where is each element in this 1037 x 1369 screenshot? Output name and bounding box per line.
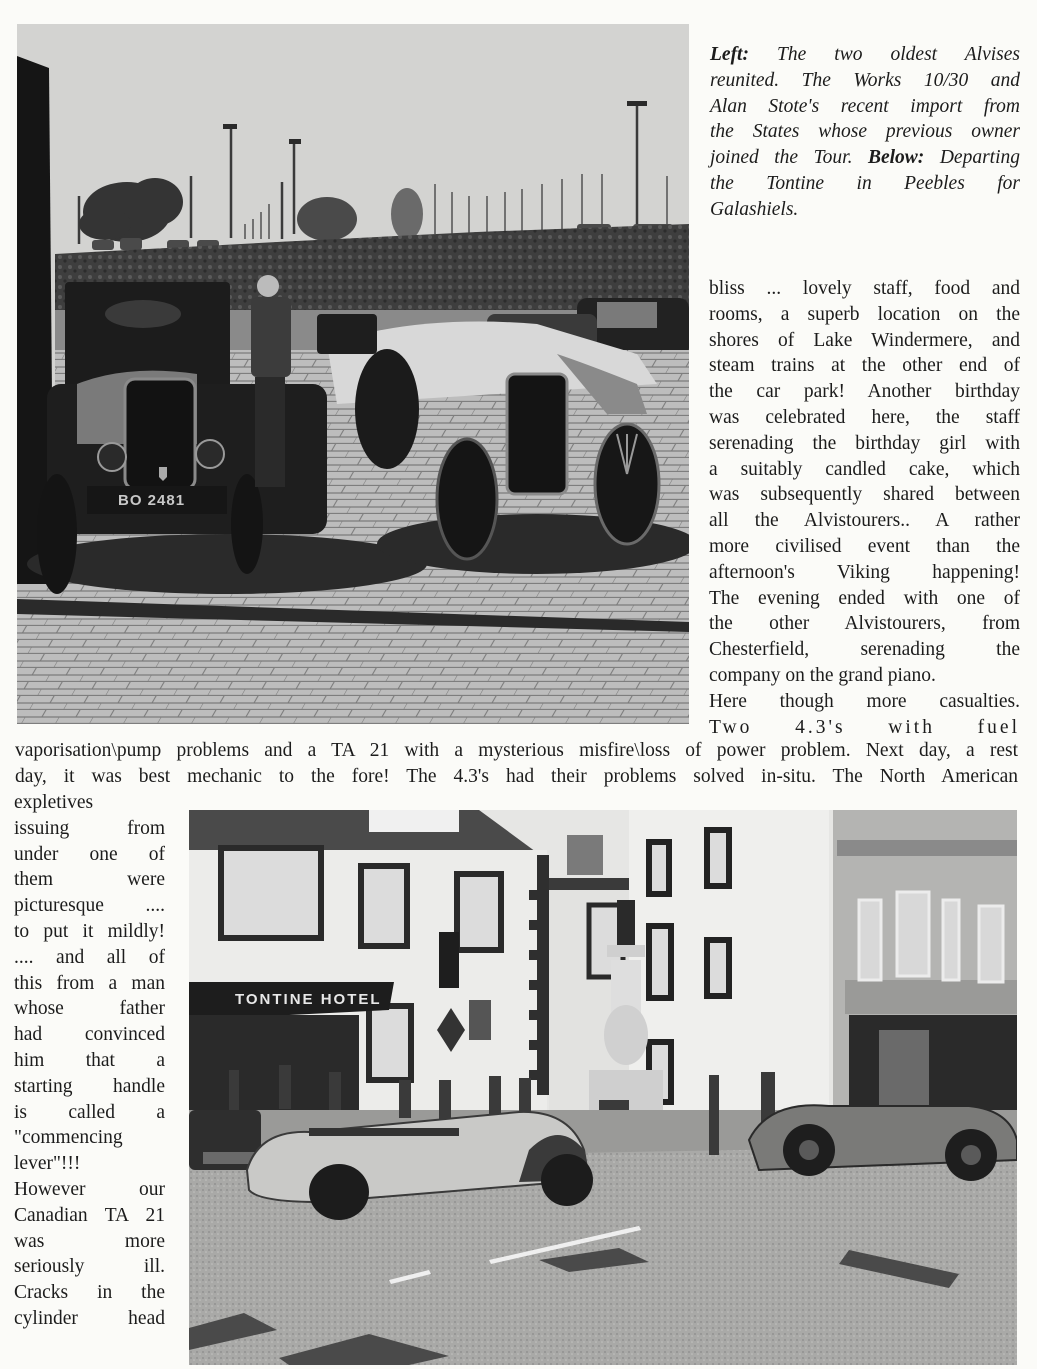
article-full-width [15, 738, 1018, 790]
photo-caption [710, 42, 1020, 223]
caption-text: Departing [924, 147, 1020, 169]
body-line: seriously ill. [14, 1256, 165, 1278]
body-line: was more [14, 1230, 165, 1252]
body-line: the other Alvistourers, from [709, 613, 1020, 635]
caption-below-label: Below: [867, 147, 925, 169]
body-line: a suitably candled cake, which [709, 458, 1020, 480]
body-line: all the Alvistourers.. A rather [709, 510, 1020, 532]
body-line: serenading the birthday girl with [709, 432, 1020, 454]
body-line: lever"!!! [14, 1153, 81, 1175]
body-line: more civilised event than the [709, 535, 1020, 557]
registration-plate: BO 2481 [118, 492, 186, 509]
body-line: expletives [14, 792, 94, 813]
caption-text: the States whose previous owner [710, 121, 1020, 143]
body-line: Cracks in the [14, 1282, 165, 1304]
body-line: cylinder head [14, 1307, 165, 1329]
photo-two-oldest-alvises [17, 24, 689, 724]
body-line: company on the grand piano. [709, 664, 936, 686]
body-line: day, it was best mechanic to the fore! The 4.3's had their problems solved in-situ. The North American [15, 765, 1018, 787]
caption-text: Galashiels. [710, 198, 799, 220]
body-line: Here though more casualties. [709, 690, 1020, 712]
hanging-sign [439, 932, 459, 988]
body-line: shores of Lake Windermere, and [709, 329, 1020, 351]
body-line: Chesterfield, serenading the [709, 639, 1020, 661]
photo-bottom-illustration [189, 810, 1017, 1365]
body-line: the car park! Another birthday [709, 381, 1020, 403]
body-line: to put it mildly! [14, 920, 165, 942]
body-line: afternoon's Viking happening! [709, 561, 1020, 583]
body-line: under one of [14, 843, 165, 865]
body-line: The evening ended with one of [709, 587, 1020, 609]
photo-tontine-hotel-peebles [189, 810, 1017, 1365]
photo-top-illustration [17, 24, 689, 724]
body-line: "commencing [14, 1127, 123, 1149]
body-line: is called a [14, 1101, 165, 1123]
body-line: him that a [14, 1049, 165, 1071]
body-line: steam trains at the other end of [709, 355, 1020, 377]
caption-text: joined the Tour. [710, 147, 868, 169]
body-line: had convinced [14, 1024, 165, 1046]
body-line: .... and all of [14, 946, 165, 968]
body-line: Two 4.3's with fuel [709, 716, 1020, 738]
article-left-column [14, 790, 165, 1332]
body-line: issuing from [14, 817, 165, 839]
body-line: this from a man [14, 972, 165, 994]
body-line: whose father [14, 998, 165, 1020]
chimney [567, 835, 603, 875]
body-line: However our [14, 1178, 165, 1200]
man-standing [251, 275, 291, 487]
body-line: was celebrated here, the staff [709, 406, 1020, 428]
caption-text: The two oldest Alvises [748, 44, 1020, 65]
hotel-sign: TONTINE HOTEL [235, 991, 382, 1008]
body-line: Canadian TA 21 [14, 1204, 165, 1226]
caption-text: the Tontine in Peebles for [710, 172, 1020, 194]
body-line: was subsequently shared between [709, 484, 1020, 506]
body-line: rooms, a superb location on the [709, 303, 1020, 325]
body-line: starting handle [14, 1075, 165, 1097]
article-right-column [709, 276, 1020, 740]
body-line: them were [14, 869, 165, 891]
body-line: vaporisation\pump problems and a TA 21 with a mysterious misfire\loss of power problem. Next day, a rest [15, 740, 1018, 761]
caption-text: reunited. The Works 10/30 and [710, 69, 1020, 91]
body-line: picturesque .... [14, 895, 165, 917]
caption-text: Alan Stote's recent import from [710, 95, 1020, 117]
body-line: bliss ... lovely staff, food and [709, 278, 1020, 299]
caption-left-label: Left: [710, 44, 749, 65]
